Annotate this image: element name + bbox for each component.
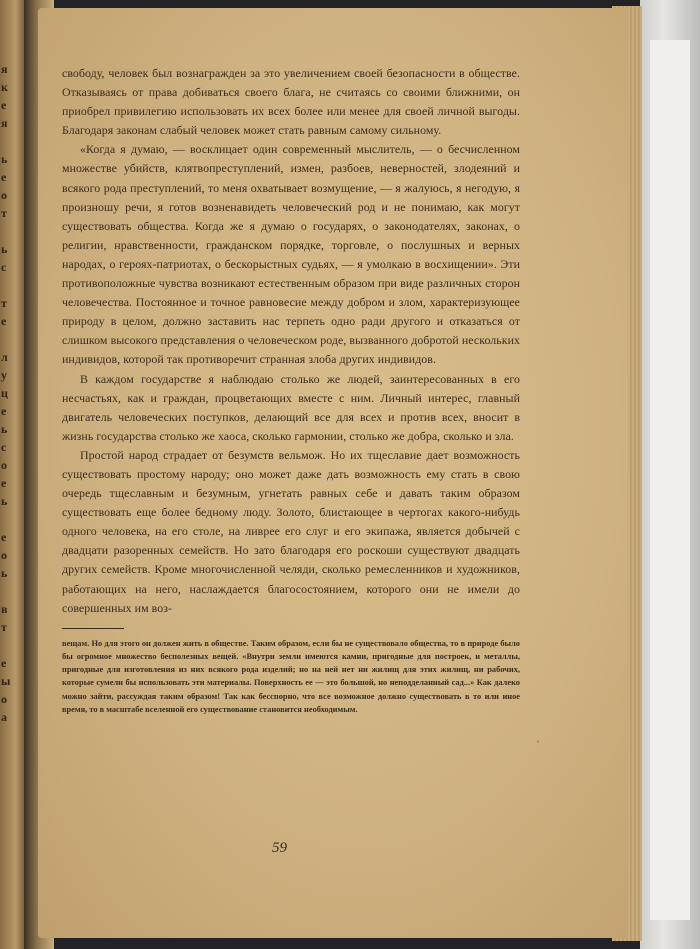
previous-page-letter: е bbox=[1, 404, 7, 418]
previous-page-letter: с bbox=[1, 440, 7, 454]
previous-page-letter bbox=[1, 132, 15, 150]
cover-inner-panel bbox=[650, 40, 690, 920]
previous-page-letter: в bbox=[1, 602, 8, 616]
footnote-separator bbox=[62, 628, 124, 629]
previous-page-letter: е bbox=[1, 98, 7, 112]
previous-page-letter: к bbox=[1, 80, 8, 94]
previous-page-letter: о bbox=[1, 692, 7, 706]
previous-page-letter: ь bbox=[1, 494, 8, 508]
paragraph-1: свободу, человек был вознагражден за это увеличением своей безопасности в обществе. Отказываясь от права добиваться своего блага, не считаясь со своими ближними, он приобрел привилегию использовать их всех более или менее для своей личной выгоды. Благодаря законам слабый человек может стать равным самому сильному. bbox=[62, 66, 520, 138]
previous-page-letter: л bbox=[1, 350, 8, 364]
paragraph-3: В каждом государстве я наблюдаю столько же людей, заинтересованных в его несчастьях, как и граждан, процветающих вместе с ним. Личный интерес, главный двигатель человеческих поступков, делающий все для всех и против всех, вносит в жизнь государства столько же хаоса, сколько гармонии, столько же добра, сколько и зла. bbox=[62, 371, 520, 443]
previous-page-letter: ь bbox=[1, 422, 8, 436]
previous-page-edge bbox=[0, 0, 26, 949]
previous-page-letter bbox=[1, 636, 15, 654]
previous-page-letter: е bbox=[1, 530, 7, 544]
previous-page-letter: у bbox=[1, 368, 7, 382]
previous-page-letter: о bbox=[1, 188, 7, 202]
previous-page-letter: ь bbox=[1, 242, 8, 256]
paragraph-4: Простой народ страдает от безумств вельмож. Но их тщеславие дает возможность существовать простому народу; оно может даже дать возможность ему стать в свою очередь тщеславным и безумным, угнетать равных себе и давать таким образом существовать еще более бедному люду. Золото, блистающее в чертогах какого-нибудь одного человека, на его столе, на ливрее его слуг и его экипажа, является добычей с двадцати разоренных семейств. Но зато благодаря его роскоши существуют двадцать других семейств. Кроме многочисленной челяди, сколько ремесленников и художников, работающих на него, наслаждается благосостоянием, которого они не имели до совершенных им воз- bbox=[62, 447, 520, 615]
margin-mark: ʾ bbox=[536, 738, 540, 752]
previous-page-letter: т bbox=[1, 620, 7, 634]
previous-page-letter bbox=[1, 222, 15, 240]
previous-page-letter: е bbox=[1, 476, 7, 490]
previous-page-letter: т bbox=[1, 296, 7, 310]
previous-page-letter: о bbox=[1, 458, 7, 472]
previous-page-letter: с bbox=[1, 260, 7, 274]
previous-page-letter: я bbox=[1, 62, 8, 76]
previous-page-letter bbox=[1, 330, 15, 348]
previous-page-letter bbox=[1, 510, 15, 528]
previous-page-letter: е bbox=[1, 314, 7, 328]
paragraph-2-quote: «Когда я думаю, — восклицает один современный мыслитель, — о бесчисленном множестве убийств, клятвопреступлений, измен, разбоев, неверностей, злодеяний и всякого рода преступлений, то меня охватывает возмущение, — я жалуюсь, я негодую, я произношу речи, я готов возненавидеть человеческий род и не понимаю, как могут существовать общества. Когда же я думаю о государях, о законодателях, законах, о религии, нравственности, гражданском порядке, торговле, о послушных и верных народах, о героях-патриотах, о бескорыстных судьях, — я умолкаю в восхищении». Эти противоположные чувства возникают естественным образом при виде различных сторон человечества. Постоянное и точное равновесие между добром и злом, характеризующее природу в целом, должно заставить нас терпеть одно ради другого и отказаться от слишком высокого представления о человеческом роде, вызванного добротой нескольких индивидов, которой так противоречит странная злоба других индивидов. bbox=[62, 142, 520, 367]
previous-page-letter bbox=[1, 582, 15, 600]
previous-page-text-fragments bbox=[1, 60, 15, 726]
previous-page-letter: е bbox=[1, 170, 7, 184]
previous-page-letter: я bbox=[1, 116, 8, 130]
previous-page-letter: ы bbox=[1, 674, 11, 688]
footnote: вещам. Но для этого он должен жить в обществе. Таким образом, если бы не существовало общества, то в природе было бы огромное множество бесполезных вещей. «Внутри земли имеются камни, пригодные для построек, и металлы, пригодные для изготовления из них всякого рода изделий; но на ней нет ни жилищ для этих жилищ, ни рабочих, которые сумели бы использовать эти материалы. Поверхность ее — это большой, но неподделанный сад...» Как далеко можно зайти, рассуждая таким образом! Так как бесспорно, что все возможное должно существовать в то или иное время, то в масштабе вселенной его существование становится необходимым. bbox=[62, 638, 520, 714]
page-number: 59 bbox=[272, 840, 287, 856]
previous-page-letter: ц bbox=[1, 386, 8, 400]
page-text-block bbox=[62, 64, 520, 716]
previous-page-letter: е bbox=[1, 656, 7, 670]
previous-page-letter: ь bbox=[1, 152, 8, 166]
previous-page-letter: а bbox=[1, 710, 7, 724]
previous-page-letter: т bbox=[1, 206, 7, 220]
previous-page-letter bbox=[1, 276, 15, 294]
previous-page-letter: о bbox=[1, 548, 7, 562]
previous-page-letter: ь bbox=[1, 566, 8, 580]
